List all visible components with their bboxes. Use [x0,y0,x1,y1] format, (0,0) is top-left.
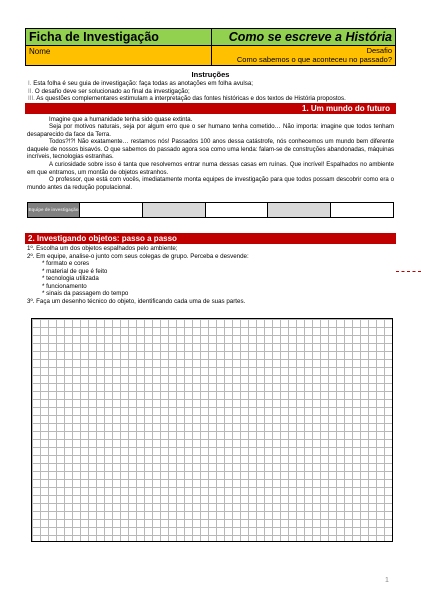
subject-title: Como se escreve a História [212,29,395,45]
header-name-row [25,46,396,66]
instructions-title: Instruções [191,70,230,79]
challenge-box [212,46,395,65]
team-member-cell[interactable] [143,203,206,217]
page-break-marker [396,271,421,272]
instruction-text: As questões complementares estimulam a interpretação das fontes históricas e dos textos de História propostos. [36,95,346,102]
step-subitem: * funcionamento [42,282,87,290]
roman-numeral: II. [28,87,34,95]
name-field[interactable]: Nome [26,46,212,65]
team-label: Equipe de investigação [28,203,80,217]
section-2-steps [27,245,396,305]
instruction-item [28,88,396,96]
section-1-header: 1. Um mundo do futuro [25,103,396,114]
sheet-title: Ficha de Investigação [26,29,212,45]
instructions-list [28,80,396,103]
section-1-paragraph: Todos?!?! Não exatamente… restamos nós! Passados 100 anos dessa catástrofe, nós conhecemos um mundo bem diferente daquele de nossos bisavós. O que sabemos do passado agora soa como uma lenda: falam-se de construções abandonadas, máquinas incríveis, tecnologias estranhas. [27,138,394,161]
page-number: 1 [385,577,389,584]
section-2-header: 2. Investigando objetos: passo a passo [25,233,396,244]
roman-numeral: III. [28,95,35,102]
instruction-text: Esta folha é seu guia de investigação: faça todas as anotações em folha avulsa; [33,80,253,87]
step-item: 2º. Em equipe, analise-o junto com seus colegas de grupo. Perceba e desvende: [27,252,249,260]
step-item: 1º. Escolha um dos objetos espalhados pelo ambiente; [27,245,178,253]
instruction-text: O desafio deve ser solucionado ao final da investigação; [34,87,190,95]
step-subitem: * formato e cores [42,260,90,268]
roman-numeral: I. [28,80,32,87]
step-subitem: * material de que é feito [42,267,108,275]
team-member-cell[interactable] [331,203,393,217]
challenge-text: Como sabemos o que aconteceu no passado? [236,55,392,64]
drawing-grid[interactable] [31,318,393,542]
team-member-cell[interactable] [206,203,269,217]
section-1-paragraph: A curiosidade sobre isso é tanta que resolvemos entrar numa dessas casas em ruínas. Que incrível! Espalhados no ambiente em que entramos, um montão de objetos estranhos. [27,161,394,176]
instruction-item [28,95,396,103]
step-subitem: * tecnologia utilizada [42,275,99,283]
team-member-cell[interactable] [268,203,331,217]
step-item: 3º. Faça um desenho técnico do objeto, identificando cada uma de suas partes. [27,297,246,305]
section-1-paragraph: O professor, que está com vocês, imediatamente monta equipes de investigação para que todos possam descobrir como era o mundo antes da redução populacional. [27,176,394,191]
challenge-label: Desafio [366,46,392,55]
team-table [27,202,394,218]
section-1-paragraph: Imagine que a humanidade tenha sido quase extinta. [49,115,193,123]
step-subitem: * sinais da passagem do tempo [42,290,129,298]
worksheet [25,28,396,305]
section-1-paragraph: Seja por motivos naturais, seja por algum erro que o ser humano tenha cometido… Não importa: imagine que todos tenham desaparecido da face da Terra. [27,123,394,138]
instruction-item [28,80,396,88]
header-title-row [25,28,396,46]
team-member-cell[interactable] [80,203,143,217]
